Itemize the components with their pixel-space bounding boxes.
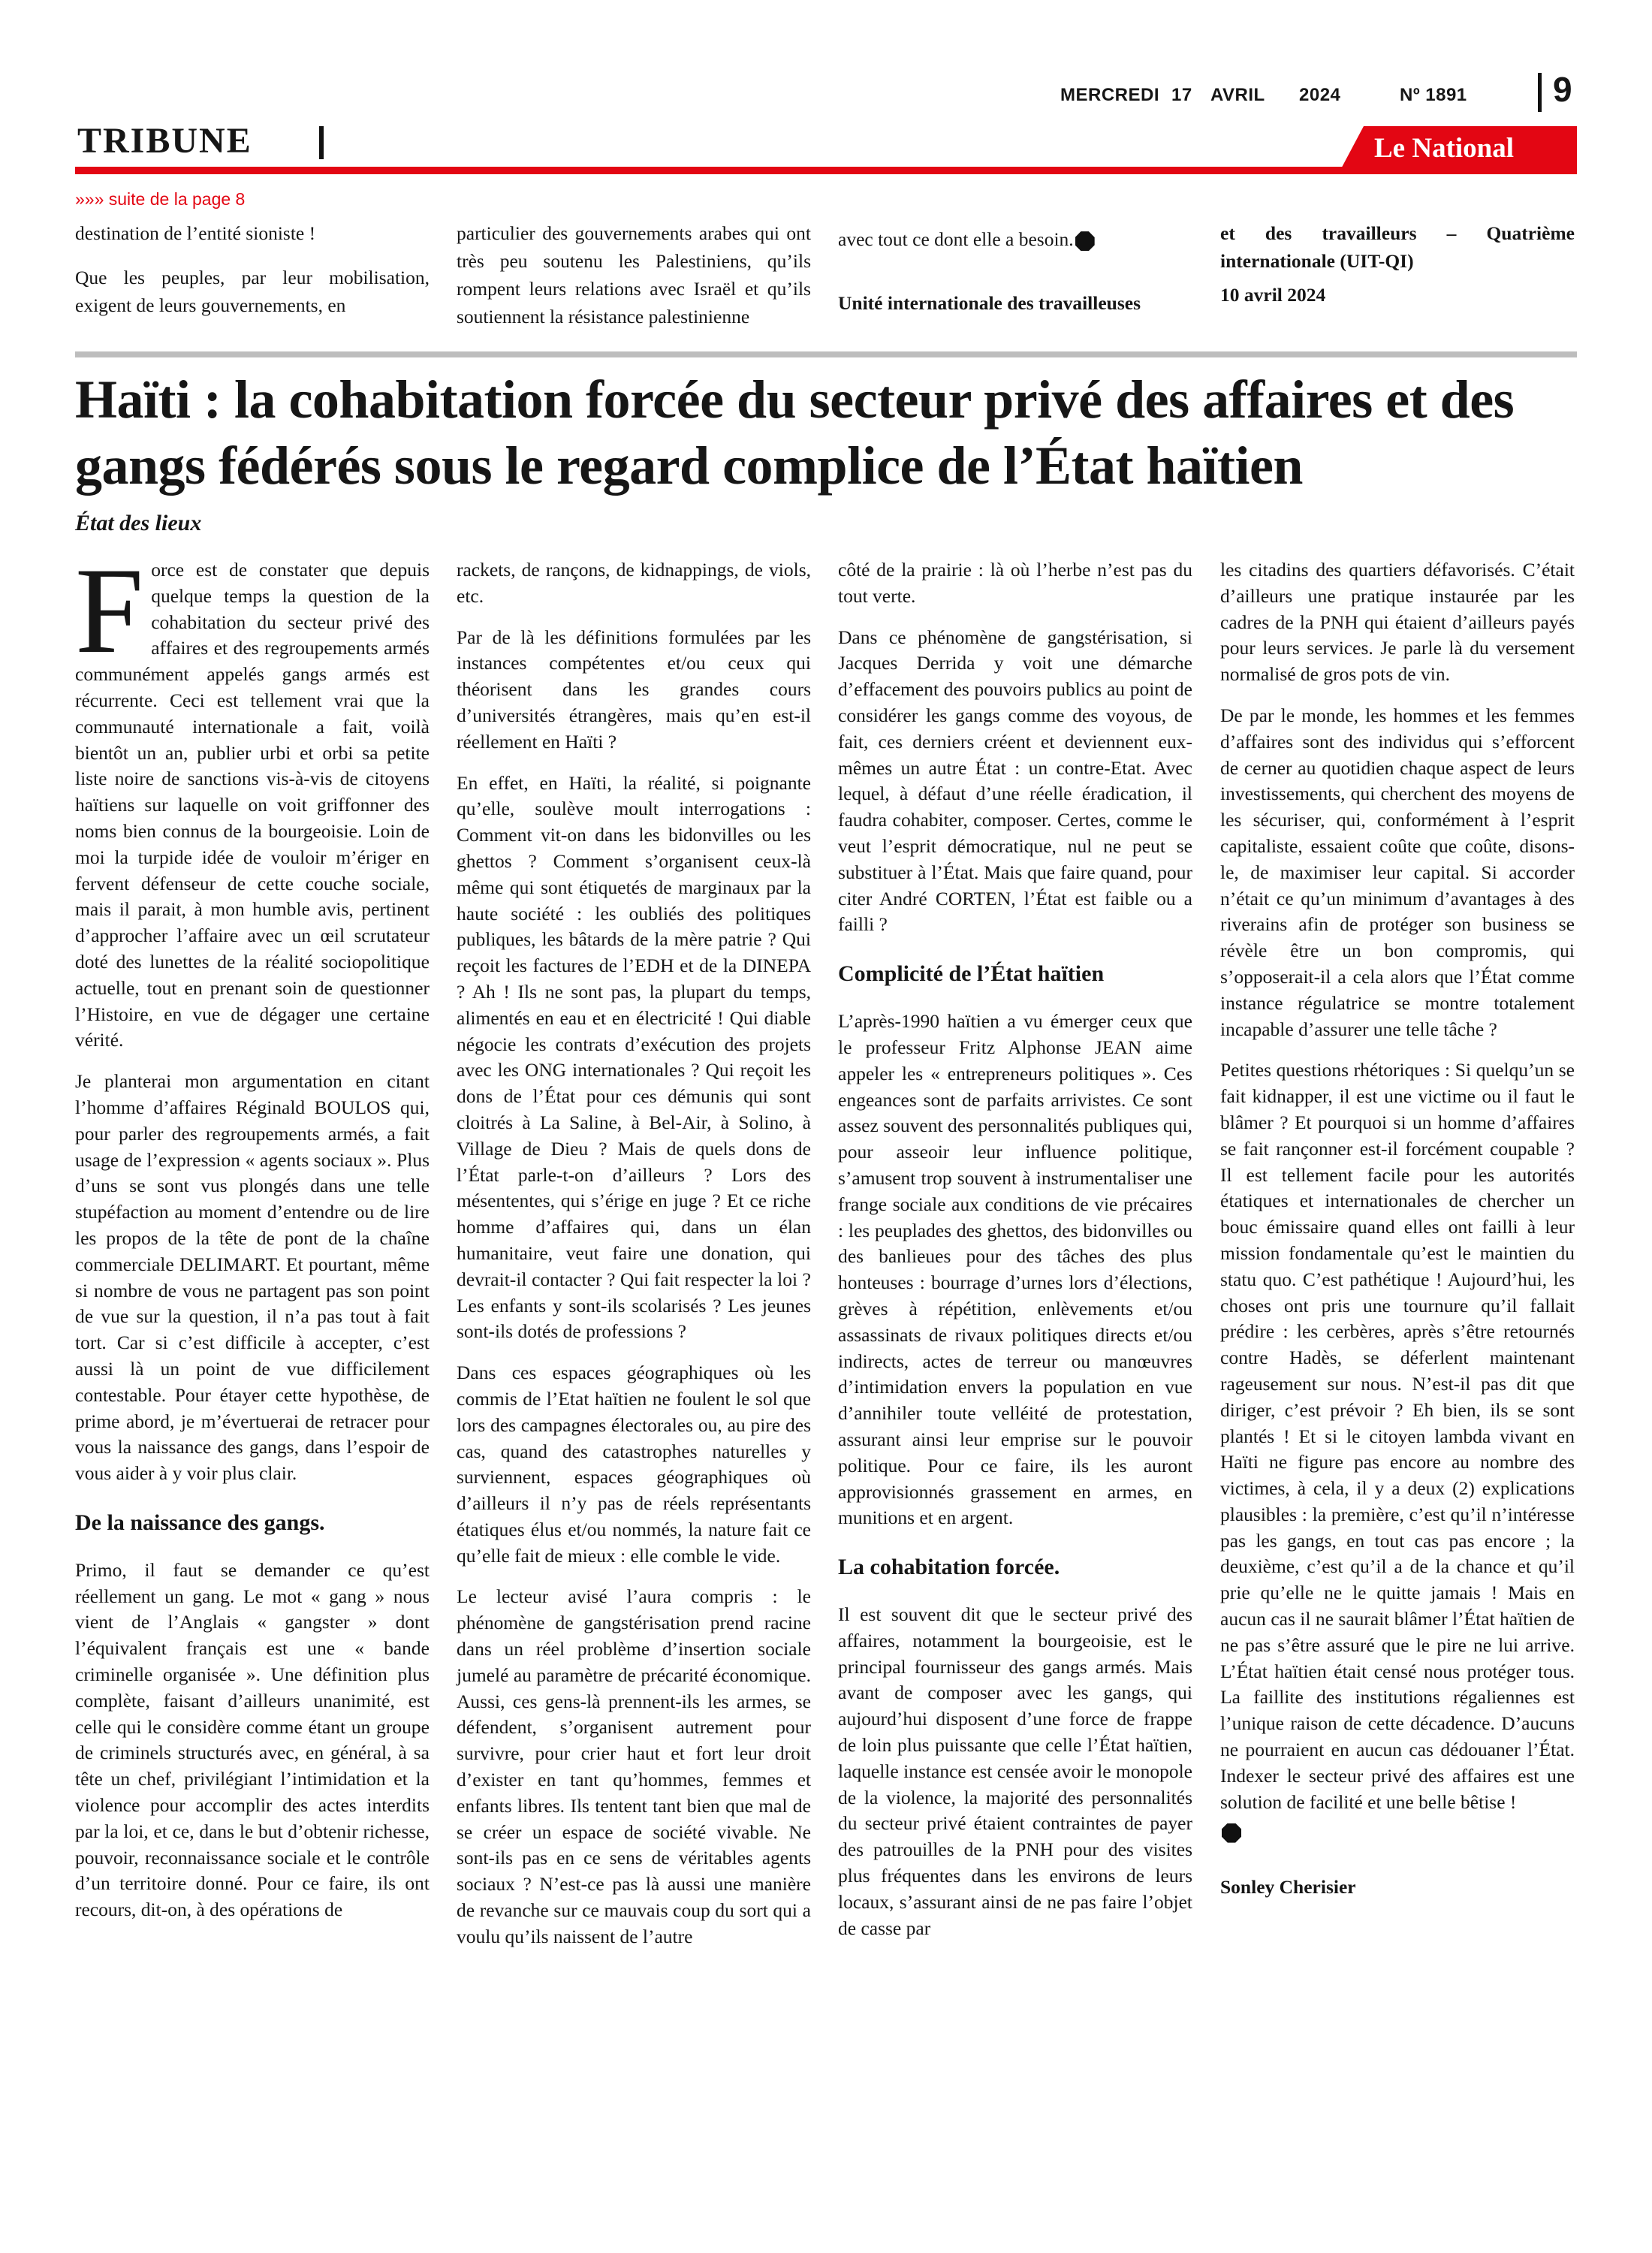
article-column-3: [838, 557, 1192, 1956]
paragraph: Le lecteur avisé l’aura compris : le phénomène de gangstérisation prend racine dans un réel problème d’insertion sociale jumelé au paramètre de précarité économique. Aussi, ces gens-là prennent-ils les armes, se défendent, s’organisent autrement pour survivre, pour crier haut et fort leur droit d’exister en tant qu’hommes, femmes et enfants libres. Ils tentent tant bien que mal de se créer un espace de société vivable. Ne sont-ils pas en ce sens de véritables agents sociaux ? N’est-ce pas là aussi une manière de revanche sur ce mauvais coup du sort qui a voulu qu’ils naissent de l’autre: [457, 1585, 811, 1947]
paragraph: destination de l’entité sioniste !: [75, 222, 316, 244]
paragraph: rackets, de rançons, de kidnappings, de viols, etc.: [457, 559, 811, 607]
previous-article-date: 10 avril 2024: [1220, 284, 1326, 306]
page-number: 9: [1553, 70, 1572, 109]
article-column-4: [1220, 557, 1575, 1901]
paragraph: Petites questions rhétoriques : Si quelqu’un se fait kidnapper, il est une victime ou il faut le blâmer ? Et pourquoi si un homme d’affaires se fait rançonner est-il forcément coupable ? Il est tellement facile pour les autorités étatiques et internationales de chercher un bouc émissaire quand elles ont failli à leur mission fondamentale qu’est le maintien du statu quo. C’est pathétique ! Aujourd’hui, les choses ont pris une tournure qu’il fallait prédire : les cerbères, après s’être retournés contre Hadès, se déferlent maintenant rageusement sur nous. N’est-il pas dit que diriger, c’est prévoir ? Eh bien, ils se sont plantés ! Et si le citoyen lambda vivant en Haïti ne figure pas encore au nombre des victimes, à cela, il y a deux (2) explications plausibles : la première, c’est qu’il n’intéresse pas les gangs, en tout cas pas encore ; la deuxième, c’est qu’il a de la chance et qu’il prie qu’elle ne le quitte jamais ! Mais en aucun cas il ne saurait blâmer l’État haïtien de ne pas s’être assuré que le pire ne lui arrive. L’État haïtien était censé nous protéger tous. La faillite des institutions régaliennes est l’unique raison de cette décadence. D’aucuns ne pourraient en aucun cas dédouaner l’État. Indexer le secteur privé des affaires est une solution de facilité et une belle bêtise !: [1220, 1059, 1575, 1813]
page-number-divider: [1538, 73, 1542, 112]
paragraph: Force est de constater que depuis quelque temps la question de la cohabitation du secteur privé des affaires et des regroupements armés communément appelés gangs armés est récurrente. Ceci est tellement vrai que la communauté internationale a fait, voilà bientôt un an, publier urbi et orbi sa petite liste noire de sanctions vis-à-vis de citoyens haïtiens sur laquelle on voit griffonner des noms bien connus de la bourgeoisie. Loin de moi la turpide idée de vouloir m’ériger en fervent défenseur de cette couche sociale, mais il parait, à mon humble avis, pertinent d’approcher l’affaire avec un œil scrutateur doté des lunettes de la réalité sociopolitique actuelle, tout en prenant soin de questionner l’Histoire, en vue de dégager une certaine vérité.: [75, 543, 430, 1051]
paragraph: Primo, il faut se demander ce qu’est réellement un gang. Le mot « gang » nous vient de l’Anglais « gangster » dont l’équivalent français est une « bande criminelle organisée ». Une définition plus complète, faisant d’ailleurs unanimité, est celle qui le considère comme étant un groupe de criminels structurés avec, en général, à sa tête un chef, privilégiant l’intimidation et la violence pour accomplir des actes interdits par la loi, et ce, dans le but d’obtenir richesse, pouvoir, reconnaissance sociale et le contrôle d’un territoire donné. Pour ce faire, ils ont recours, dit-on, à des opérations de: [75, 1558, 430, 1921]
previous-article-col-4: [1220, 219, 1575, 325]
end-of-article-icon: [1075, 231, 1095, 251]
paragraph: L’après-1990 haïtien a vu émerger ceux que le professeur Fritz Alphonse JEAN aime appeler les « entrepreneurs politiques ». Ces engeances sont de parfaits arrivistes. Ce sont assez souvent des personnalités publiques qui, pour asseoir leur influence politique, s’amusent trop souvent à instrumentaliser une frange sociale aux conditions de vie précaires : les peuplades des ghettos, des bidonvilles ou des banlieues pour des tâches des plus honteuses : bourrage d’urnes lors d’élections, grèves à répétition, enlèvements et/ou assassinats de rivaux politiques directs et/ou indirects, actes de terreur ou manœuvres d’intimidation envers la population en vue d’annihiler toute velléité de protestation, assurant ainsi leur emprise sur le pouvoir politique. Pour ce faire, ils les auront approvisionnés grassement en armes, en munitions et en argent.: [838, 1010, 1192, 1529]
article-column-1: [75, 543, 430, 1938]
paragraph: Je planterai mon argumentation en citant l’homme d’affaires Réginald BOULOS qui, pour parler des regroupements armés, a fait usage de l’expression « agents sociaux ». Plus d’uns se sont vus plongés dans une telle stupéfaction au moment d’entendre ou de lire les propos de la tête de pont de la chaîne commerciale DELIMART. Et pourtant, même si nombre de vous ne partagent pas son point de vue sur la question, il n’a pas tout à fait tort. Car si c’est difficile à accepter, c’est aussi là un point de vue difficilement contestable. Pour étayer cette hypothèse, de prime abord, je m’évertuerai de retracer pour vous la naissance des gangs, dans l’espoir de vous aider à y voir plus clair.: [75, 1070, 430, 1485]
paragraph: Dans ces espaces géographiques où les commis de l’Etat haïtien ne foulent le sol que lors des campagnes électorales ou, au pire des cas, quand des catastrophes naturelles y surviennent, espaces géographiques où d’ailleurs il n’y pas de réels représentants étatiques élus et/ou nommés, la nature fait ce qu’elle fait de mieux : elle comble le vide.: [457, 1362, 811, 1567]
author-signature: Sonley Cherisier: [1220, 1876, 1356, 1899]
article-separator: [75, 351, 1577, 357]
subheading: De la naissance des gangs.: [75, 1510, 325, 1535]
issue-meta: [1060, 79, 1541, 109]
section-divider: [319, 126, 324, 159]
paragraph: De par le monde, les hommes et les femmes d’affaires sont des individus qui s’efforcent de cerner au quotidien chaque aspect de leurs investissements, qui cherchent des moyens de les sécuriser, qui, conformément à l’esprit capitaliste, essaient coûte que coûte, disons-le, de maximiser leur capital. Si accorder n’était ce qu’un minimum d’avantages à des riverains afin de protéger son business se révèle être un bon compromis, qui s’opposerait-il a cela alors que l’État comme instance régulatrice se montre totalement incapable d’assurer une telle tâche ?: [1220, 704, 1575, 1040]
previous-article-col-1: [75, 219, 430, 336]
subheading: Complicité de l’État haïtien: [838, 961, 1105, 987]
article-kicker: État des lieux: [75, 511, 202, 535]
paragraph: Dans ce phénomène de gangstérisation, si Jacques Derrida y voit une démarche d’effacement des pouvoirs publics au point de considérer les gangs comme des voyous, de fait, ces derniers créent et deviennent eux-mêmes un autre État : un contre-Etat. Avec lequel, à défaut d’une réelle éradication, il faudra cohabiter, composer. Certes, comme le veut l’esprit démocratique, nul ne peut se substituer à l’État. Mais que faire quand, pour citer André CORTEN, l’État est faible ou a failli ?: [838, 626, 1192, 936]
paragraph: côté de la prairie : là où l’herbe n’est pas du tout verte.: [838, 559, 1192, 607]
previous-article-col-3: [838, 225, 1192, 333]
issue-date-number: 17: [1171, 85, 1192, 105]
subheading: La cohabitation forcée.: [838, 1555, 1060, 1580]
paragraph: avec tout ce dont elle a besoin.: [838, 225, 1192, 253]
end-of-article-icon: [1220, 1818, 1575, 1844]
issue-year: 2024: [1299, 85, 1341, 105]
newspaper-brand: Le National: [1374, 133, 1515, 164]
issue-day: MERCREDI: [1060, 85, 1160, 105]
previous-article-col-2: [457, 219, 811, 347]
previous-article-signature-cont: et des travailleurs – Quatrième internationale (UIT-QI): [1220, 222, 1575, 272]
paragraph: Par de là les définitions formulées par les instances compétentes et/ou ceux qui théorisent dans les grandes cours d’universités étrangères, mais qu’en est-il réellement en Haïti ?: [457, 626, 811, 753]
article-headline: Haïti : la cohabitation forcée du secteur privé des affaires et des gangs fédérés sous le regard complice de l’État haïtien: [75, 369, 1515, 496]
paragraph: particulier des gouvernements arabes qui ont très peu soutenu les Palestiniens, qu’ils rompent leurs relations avec Israël et qu’ils soutiennent la résistance palestinienne: [457, 222, 811, 327]
paragraph: Que les peuples, par leur mobilisation, exigent de leurs gouvernements, en: [75, 267, 430, 316]
paragraph: En effet, en Haïti, la réalité, si poignante qu’elle, soulève moult interrogations : Comment vit-on dans les bidonvilles ou les ghettos ? Comment s’organisent ceux-là même qui sont étiquetés de marginaux par la haute société : les oubliés des politiques publiques, les bâtards de la mère patrie ? Qui reçoit les factures de l’EDH et de la DINEPA ? Ah ! Ils ne sont pas, la plupart du temps, alimentés en eau et en électricité ! Qui diable négocie les contrats d’exécution des projets avec les ONG internationales ? Qui reçoit les dons de l’État pour ces démunis qui sont cloitrés à La Saline, à Bel-Air, à Solino, à Village de Dieu ? Mais de quels dons de l’État parle-t-on d’ailleurs ? Lors des mésententes, qui s’érige en juge ? Et ce riche homme d’affaires qui, dans un élan humanitaire, veut faire une donation, qui devrait-il contacter ? Qui fait respecter la loi ? Les enfants y sont-ils scolarisés ? Les jeunes sont-ils dotés de professions ?: [457, 771, 811, 1343]
article-column-2: [457, 557, 811, 1965]
header-red-rule: [75, 167, 1577, 174]
previous-article-signature: Unité internationale des travailleuses: [838, 292, 1141, 314]
paragraph: les citadins des quartiers défavorisés. C’était d’ailleurs une pratique instaurée par les cadres de la PNH qui étaient d’ailleurs payés pour leurs services. Je parle là du versement normalisé de gros pots de vin.: [1220, 559, 1575, 686]
issue-number: Nº 1891: [1400, 85, 1467, 105]
issue-month: AVRIL: [1210, 85, 1265, 105]
continued-from-label: »»» suite de la page 8: [75, 189, 246, 209]
drop-cap: F: [75, 543, 144, 679]
section-label: TRIBUNE: [77, 121, 252, 161]
paragraph: Il est souvent dit que le secteur privé des affaires, notamment la bourgeoisie, est le principal fournisseur des gangs armés. Mais avant de composer avec les gangs, qui aujourd’hui disposent d’une force de frappe de loin plus puissante que celle l’État haïtien, laquelle instance est censée avoir le monopole de la violence, la majorité des personnalités du secteur privé étaient contraintes de payer des patrouilles de la PNH pour des visites plus fréquentes dans les environs de leurs locaux, s’assurant ainsi de ne pas faire l’objet de casse par: [838, 1603, 1192, 1939]
